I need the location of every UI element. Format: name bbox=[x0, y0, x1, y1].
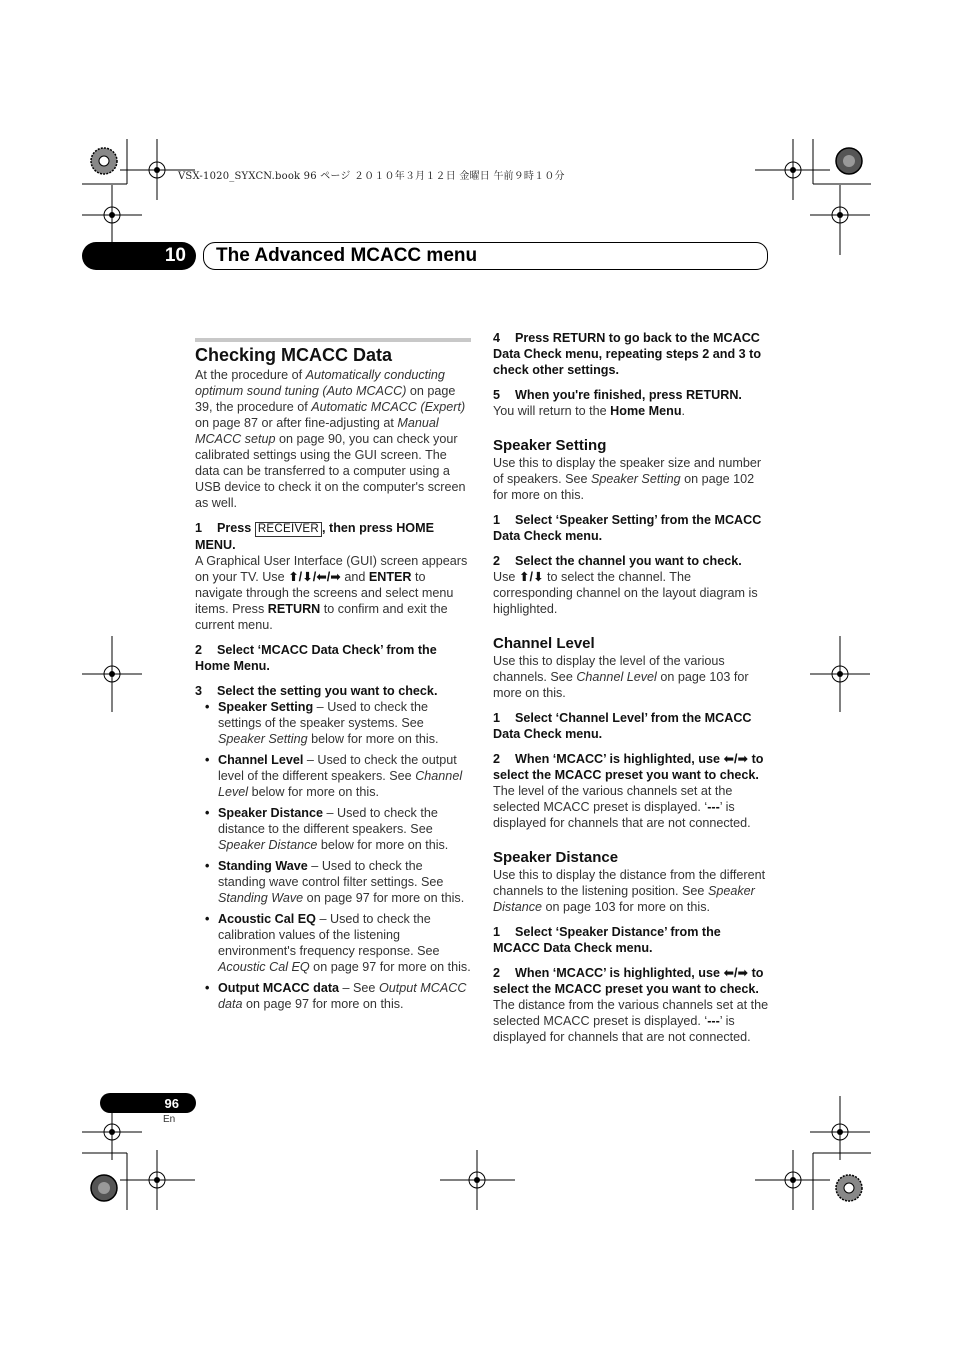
list-item: • Acoustic Cal EQ – Used to check the calibration values of the listening environment's frequency response. See Acoustic Cal EQ on page 97 for more on this. bbox=[218, 911, 471, 975]
channel-level-body: Use this to display the level of the various channels. See Channel Level on page 103 for more on this. bbox=[493, 654, 749, 700]
chapter-number: 10 bbox=[82, 242, 196, 270]
page-number: 96 bbox=[100, 1093, 196, 1113]
up-down-arrows-icon: ⬆/⬇ bbox=[518, 570, 544, 584]
list-item: • Speaker Distance – Used to check the distance to the different speakers. See Speaker Distance below for more on this. bbox=[218, 805, 471, 853]
speaker-setting-section bbox=[493, 436, 769, 617]
speaker-distance-step-1: 1 Select ‘Speaker Distance’ from the MCACC Data Check menu. bbox=[493, 925, 721, 955]
speaker-setting-step-2: 2 Select the channel you want to check. bbox=[493, 554, 742, 568]
channel-level-step-1: 1 Select ‘Channel Level’ from the MCACC Data Check menu. bbox=[493, 711, 752, 741]
left-column bbox=[195, 338, 471, 1017]
speaker-distance-section bbox=[493, 848, 769, 1045]
step-1-body: A Graphical User Interface (GUI) screen appears on your TV. Use ⬆/⬇/⬅/➡ and ENTER to navigate through the screens and select menu items. Press RETURN to confirm and exit the current menu. bbox=[195, 554, 468, 632]
step-5-body: You will return to the Home Menu. bbox=[493, 404, 686, 418]
language-code: En bbox=[163, 1114, 176, 1125]
speaker-distance-heading: Speaker Distance bbox=[493, 849, 619, 866]
channel-level-step-2-body: The level of the various channels set at the selected MCACC preset is displayed. ‘---’ is displayed for channels that are not connected. bbox=[493, 784, 751, 830]
speaker-setting-body: Use this to display the speaker size and number of speakers. See Speaker Setting on page 102 for more on this. bbox=[493, 456, 762, 502]
step-4: 4 Press RETURN to go back to the MCACC Data Check menu, repeating steps 2 and 3 to check other settings. bbox=[493, 331, 762, 377]
channel-level-section bbox=[493, 634, 769, 831]
list-item: • Channel Level – Used to check the output level of the different speakers. See Channel Level below for more on this. bbox=[218, 752, 471, 800]
step-5: 5 When you're finished, press RETURN. bbox=[493, 388, 742, 402]
list-item: • Standing Wave – Used to check the standing wave control filter settings. See Standing Wave on page 97 for more on this. bbox=[218, 858, 471, 906]
channel-level-heading: Channel Level bbox=[493, 635, 595, 652]
intro-paragraph: At the procedure of Automatically conducting optimum sound tuning (Auto MCACC) on page 39, the procedure of Automatic MCACC (Expert) on page 87 or after fine-adjusting at Manual MCACC setup on page 90, you can check your calibrated settings using the GUI screen. The data can be transferred to a computer using a USB device to check it on the computer's screen as well. bbox=[195, 368, 466, 510]
section-rule bbox=[195, 338, 471, 342]
settings-list bbox=[195, 699, 471, 1012]
list-item: • Output MCACC data – See Output MCACC data on page 97 for more on this. bbox=[218, 980, 471, 1012]
step-1: 1 Press RECEIVER , then press HOME MENU. bbox=[195, 521, 434, 552]
step-3: 3 Select the setting you want to check. bbox=[195, 684, 438, 698]
step-2: 2 Select ‘MCACC Data Check’ from the Home Menu. bbox=[195, 643, 437, 673]
speaker-setting-heading: Speaker Setting bbox=[493, 437, 607, 454]
speaker-distance-step-2: 2 When ‘MCACC’ is highlighted, use ⬅/➡ to select the MCACC preset you want to check. bbox=[493, 966, 764, 996]
list-item: • Speaker Setting – Used to check the settings of the speaker systems. See Speaker Setting below for more on this. bbox=[218, 699, 471, 747]
file-info: VSX-1020_SYXCN.book 96 ページ ２０１０年３月１２日 金曜日 午前９時１０分 bbox=[178, 171, 565, 182]
left-right-arrows-icon: ⬅/➡ bbox=[723, 752, 749, 766]
channel-level-step-2: 2 When ‘MCACC’ is highlighted, use ⬅/➡ to select the MCACC preset you want to check. bbox=[493, 752, 764, 782]
speaker-distance-step-2-body: The distance from the various channels set at the selected MCACC preset is displayed. ‘---’ is displayed for channels that are not connected. bbox=[493, 998, 769, 1044]
left-right-arrows-icon: ⬅/➡ bbox=[723, 966, 749, 980]
speaker-setting-step-2-body: Use ⬆/⬇ to select the channel. The corresponding channel on the layout diagram is highlighted. bbox=[493, 570, 758, 616]
speaker-distance-body: Use this to display the distance from the different channels to the listening position. See Speaker Distance on page 103 for more on this. bbox=[493, 868, 766, 914]
speaker-setting-step-1: 1 Select ‘Speaker Setting’ from the MCACC Data Check menu. bbox=[493, 513, 762, 543]
receiver-key: RECEIVER bbox=[255, 522, 322, 537]
chapter-title: The Advanced MCACC menu bbox=[203, 242, 768, 270]
section-title: Checking MCACC Data bbox=[195, 345, 393, 365]
right-column bbox=[493, 330, 769, 1045]
arrow-keys-icon: ⬆/⬇/⬅/➡ bbox=[288, 570, 341, 584]
